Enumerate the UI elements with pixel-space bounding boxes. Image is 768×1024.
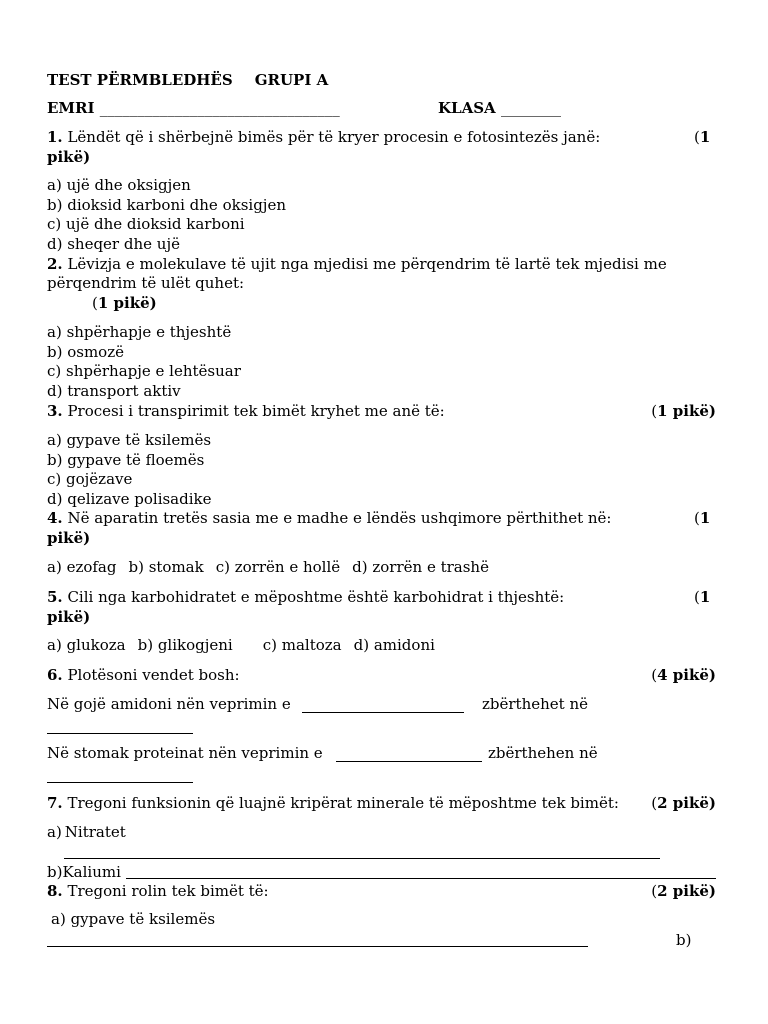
- q7-item-a-text: Nitratet: [64, 823, 126, 841]
- name-row: [47, 98, 340, 118]
- q3-paren: (: [651, 402, 658, 420]
- q2-points-text: 1 pikë): [97, 294, 157, 312]
- class-label: KLASA: [438, 99, 496, 117]
- q7-item-a: [47, 822, 126, 842]
- q7-points-text: 2 pikë): [657, 794, 716, 812]
- q5-points-num: 1: [699, 588, 711, 606]
- q1-text: Lëndët që i shërbejnë bimës për të kryer procesin e fotosintezës janë:: [67, 128, 601, 146]
- q4-paren: (: [694, 509, 700, 527]
- q6-stem: [47, 665, 240, 685]
- q1-option-c[interactable]: c) ujë dhe dioksid karboni: [47, 215, 245, 233]
- q7-answer-a-line[interactable]: [64, 858, 660, 859]
- q3-option-b[interactable]: b) gypave të floemës: [47, 451, 205, 469]
- q4-option-d[interactable]: d) zorrën e trashë: [352, 558, 489, 576]
- q3-number: 3.: [47, 402, 63, 420]
- q5-paren: (: [694, 588, 700, 606]
- q3-points-text: 1 pikë): [657, 402, 716, 420]
- q2-text1: Lëvizja e molekulave të ujit nga mjedisi me përqendrim të lartë tek mjedisi me: [67, 255, 667, 273]
- name-label: EMRI: [47, 99, 95, 117]
- q7-item-b-label: b): [47, 863, 63, 881]
- q3-option-a[interactable]: a) gypave të ksilemës: [47, 431, 212, 449]
- q1-paren: (: [694, 128, 700, 146]
- q1-number: 1.: [47, 128, 63, 146]
- q5-stem: [47, 587, 564, 607]
- q7-text: Tregoni funksionin që luajnë kripërat minerale të mëposhtme tek bimët:: [67, 794, 619, 812]
- test-title: [47, 70, 328, 90]
- q3-points: [651, 401, 716, 421]
- q7-item-a-label: a): [47, 823, 62, 841]
- q8-item-a: a) gypave të ksilemës: [51, 910, 216, 928]
- q2-option-a[interactable]: a) shpërhapje e thjeshtë: [47, 323, 232, 341]
- q4-options: [47, 557, 489, 577]
- q4-option-c[interactable]: c) zorrën e hollë: [215, 558, 341, 576]
- q7-answer-b-line[interactable]: [126, 878, 716, 879]
- q1-stem: [47, 127, 600, 147]
- q4-text: Në aparatin tretës sasia me e madhe e lëndës ushqimore përthithet në:: [67, 509, 612, 527]
- q4-points-a: [694, 508, 710, 528]
- q3-text: Procesi i transpirimit tek bimët kryhet me anë të:: [67, 402, 445, 420]
- q2-number: 2.: [47, 255, 63, 273]
- q2-option-c[interactable]: c) shpërhapje e lehtësuar: [47, 362, 241, 380]
- q5-option-c[interactable]: c) maltoza: [262, 636, 342, 654]
- q6-paren: (: [651, 666, 658, 684]
- q5-points-b: pikë): [47, 608, 91, 626]
- q1-option-d[interactable]: d) sheqer dhe ujë: [47, 235, 180, 253]
- q2-points: [92, 293, 157, 313]
- q5-option-a[interactable]: a) glukoza: [47, 636, 126, 654]
- q4-number: 4.: [47, 509, 63, 527]
- q5-options: [47, 635, 435, 655]
- q4-stem: [47, 508, 611, 528]
- q7-item-b-text: Kaliumi: [62, 863, 121, 881]
- q6-line1-text-a: Në gojë amidoni nën veprimin e: [47, 695, 291, 713]
- q6-number: 6.: [47, 666, 63, 684]
- q1-points-b: pikë): [47, 148, 91, 166]
- q7-item-b: [47, 862, 121, 882]
- q5-number: 5.: [47, 588, 63, 606]
- q4-points-num: 1: [699, 509, 711, 527]
- q5-option-b[interactable]: b) glikogjeni: [137, 636, 233, 654]
- class-blank[interactable]: ________: [500, 99, 561, 117]
- q6-blank-2[interactable]: [47, 733, 193, 734]
- q6-points-text: 4 pikë): [657, 666, 716, 684]
- q8-stem: [47, 881, 269, 901]
- q6-blank-4[interactable]: [47, 782, 193, 783]
- q4-points-b: pikë): [47, 529, 91, 547]
- q6-line1-text-b: zbërthehet në: [482, 695, 588, 713]
- q5-option-d[interactable]: d) amidoni: [353, 636, 435, 654]
- q8-points-text: 2 pikë): [657, 882, 716, 900]
- q6-points: [651, 665, 716, 685]
- q3-option-d[interactable]: d) qelizave polisadike: [47, 490, 212, 508]
- q8-text: Tregoni rolin tek bimët të:: [67, 882, 269, 900]
- name-blank[interactable]: ________________________________: [99, 99, 340, 117]
- q8-item-b: b): [676, 931, 692, 949]
- q3-option-c[interactable]: c) gojëzave: [47, 470, 133, 488]
- q5-points-a: [694, 587, 710, 607]
- q1-option-b[interactable]: b) dioksid karboni dhe oksigjen: [47, 196, 286, 214]
- q7-stem: [47, 793, 619, 813]
- q4-option-a[interactable]: a) ezofag: [47, 558, 117, 576]
- q2-option-b[interactable]: b) osmozë: [47, 343, 124, 361]
- q1-points-a: [694, 127, 710, 147]
- q7-points: [651, 793, 716, 813]
- q6-blank-3[interactable]: [336, 761, 482, 762]
- q2-paren: (: [92, 294, 98, 312]
- q6-line2-text-b: zbërthehen në: [488, 744, 598, 762]
- q4-option-b[interactable]: b) stomak: [128, 558, 204, 576]
- q2-option-d[interactable]: d) transport aktiv: [47, 382, 181, 400]
- group-text: GRUPI A: [254, 71, 329, 89]
- q6-blank-1[interactable]: [302, 712, 464, 713]
- q6-line2-text-a: Në stomak proteinat nën veprimin e: [47, 744, 323, 762]
- q1-option-a[interactable]: a) ujë dhe oksigjen: [47, 176, 191, 194]
- q8-paren: (: [651, 882, 658, 900]
- class-row: [438, 98, 561, 118]
- title-text: TEST PËRMBLEDHËS: [47, 71, 233, 89]
- q1-points-num: 1: [699, 128, 711, 146]
- q6-text: Plotësoni vendet bosh:: [67, 666, 240, 684]
- q3-stem: [47, 401, 445, 421]
- q8-answer-a-line[interactable]: [47, 946, 588, 947]
- q8-points: [651, 881, 716, 901]
- q5-text: Cili nga karbohidratet e mëposhtme është karbohidrat i thjeshtë:: [67, 588, 565, 606]
- q2-text2: përqendrim të ulët quhet:: [47, 274, 245, 292]
- q7-paren: (: [651, 794, 658, 812]
- q7-number: 7.: [47, 794, 63, 812]
- q2-stem: [47, 254, 667, 274]
- q8-number: 8.: [47, 882, 63, 900]
